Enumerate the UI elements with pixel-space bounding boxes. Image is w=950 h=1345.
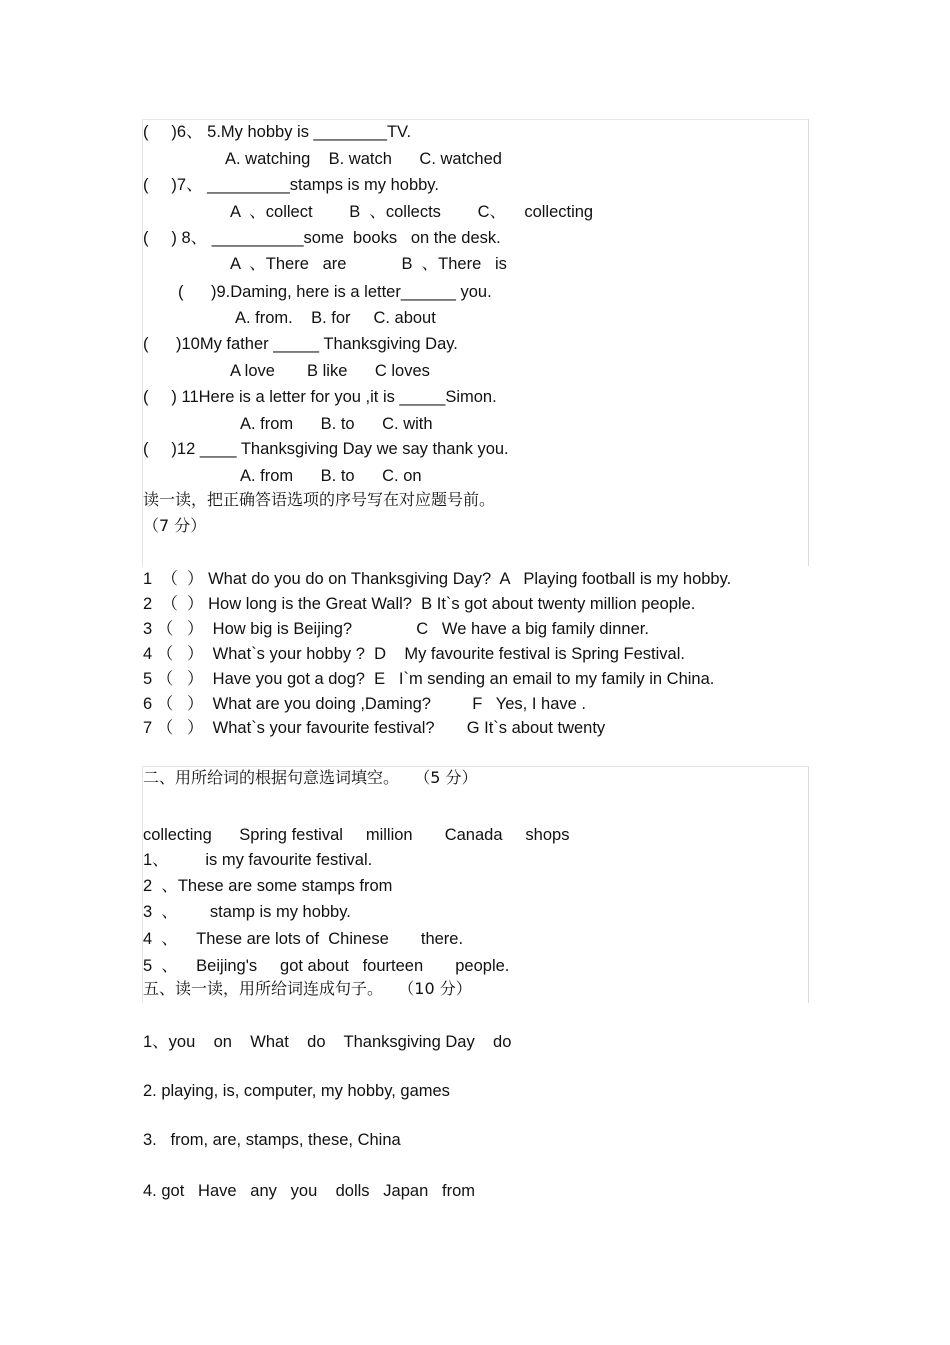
question-9-options: A. from. B. for C. about <box>235 309 436 327</box>
fill-item-5: 5 、 Beijing's got about fourteen people. <box>143 957 510 975</box>
question-6-options: A. watching B. watch C. watched <box>225 150 502 168</box>
fill-word-bank: collecting Spring festival million Canada shops <box>143 826 570 844</box>
match-score: （7 分） <box>143 516 207 535</box>
question-7: ( )7、 _________stamps is my hobby. <box>143 176 439 194</box>
match-item-3: 3 （ ） How big is Beijing? C We have a big family dinner. <box>143 620 649 638</box>
match-heading: 读一读，把正确答语选项的序号写在对应题号前。 <box>143 490 496 509</box>
question-10: ( )10My father _____ Thanksgiving Day. <box>143 335 458 353</box>
question-10-options: A love B like C loves <box>230 362 430 380</box>
match-item-5: 5 （ ） Have you got a dog? E I`m sending an email to my family in China. <box>143 670 715 688</box>
match-item-2: 2 （ ） How long is the Great Wall? B It`s got about twenty million people. <box>143 595 696 613</box>
question-12: ( )12 ____ Thanksgiving Day we say thank you. <box>143 440 509 458</box>
question-6: ( )6、 5.My hobby is ________TV. <box>143 123 412 141</box>
order-item-3: 3. from, are, stamps, these, China <box>143 1131 401 1149</box>
question-11: ( ) 11Here is a letter for you ,it is _____Simon. <box>143 388 497 406</box>
question-11-options: A. from B. to C. with <box>240 415 433 433</box>
fill-item-1: 1、 is my favourite festival. <box>143 851 373 869</box>
match-item-7: 7 （ ） What`s your favourite festival? G It`s about twenty <box>143 719 606 737</box>
question-7-options: A 、collect B 、collects C、 collecting <box>230 203 594 221</box>
fill-heading: 二、用所给词的根据句意选词填空。 （5 分） <box>143 768 478 787</box>
match-item-1: 1 （ ） What do you do on Thanksgiving Day? A Playing football is my hobby. <box>143 570 732 588</box>
fill-item-4: 4 、 These are lots of Chinese there. <box>143 930 464 948</box>
match-item-4: 4 （ ） What`s your hobby ? D My favourite festival is Spring Festival. <box>143 645 685 663</box>
question-12-options: A. from B. to C. on <box>240 467 422 485</box>
question-8: ( ) 8、 __________some books on the desk. <box>143 229 501 247</box>
question-9: ( )9.Daming, here is a letter______ you. <box>178 283 492 301</box>
fill-item-2: 2 、These are some stamps from <box>143 877 393 895</box>
order-item-2: 2. playing, is, computer, my hobby, games <box>143 1082 450 1100</box>
fill-item-3: 3 、 stamp is my hobby. <box>143 903 351 921</box>
match-item-6: 6 （ ） What are you doing ,Daming? F Yes, I have . <box>143 695 586 713</box>
question-8-options: A 、There are B 、There is <box>230 255 507 273</box>
order-item-4: 4. got Have any you dolls Japan from <box>143 1182 475 1200</box>
order-heading: 五、读一读，用所给词连成句子。 （10 分） <box>143 979 472 998</box>
order-item-1: 1、you on What do Thanksgiving Day do <box>143 1033 512 1051</box>
